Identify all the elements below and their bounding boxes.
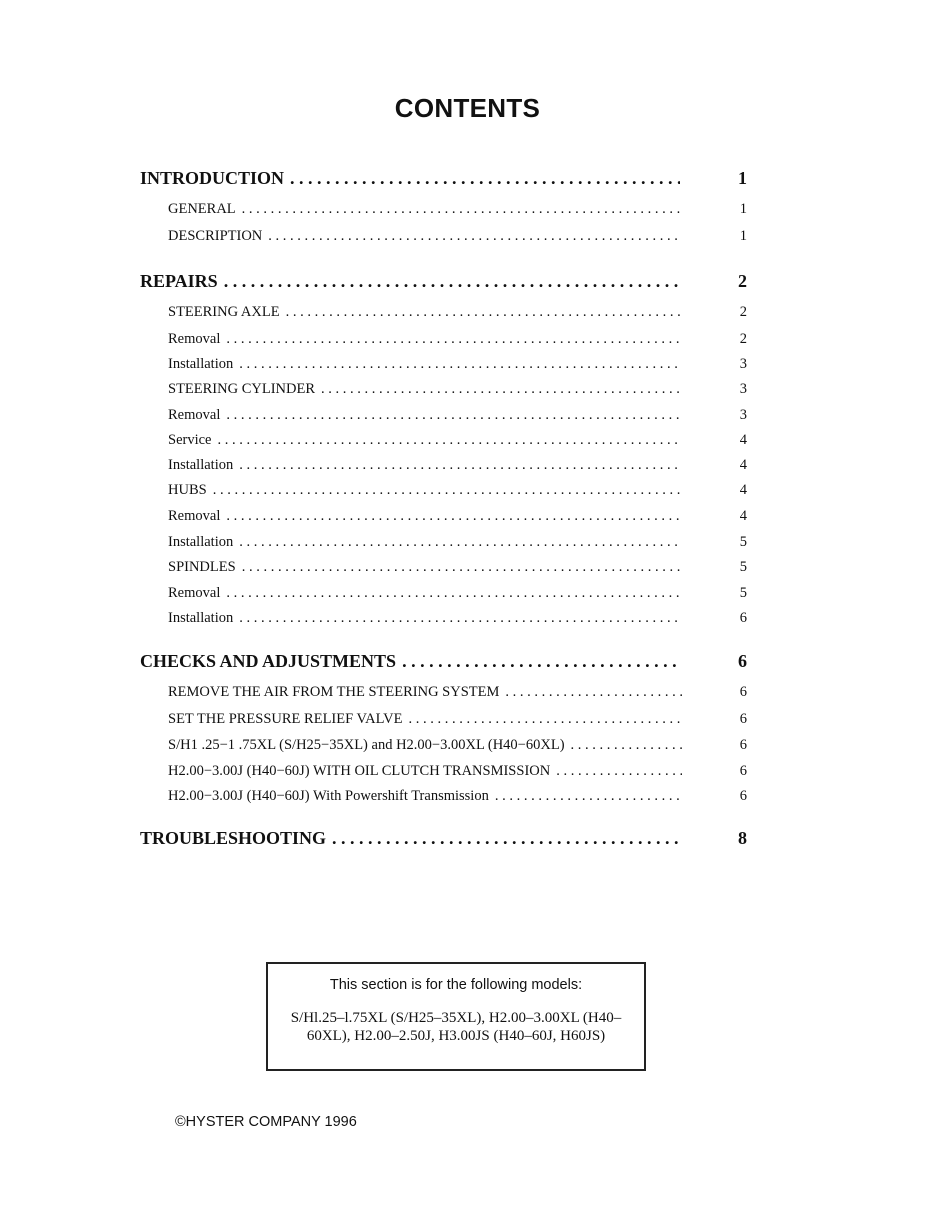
toc-entry-label: Removal (168, 585, 221, 601)
toc-subsection-entry (168, 432, 682, 449)
toc-entry-label: CHECKS AND ADJUSTMENTS (140, 651, 397, 671)
dot-leader (402, 651, 680, 672)
toc-subsection-entry (168, 737, 682, 754)
toc-subsection-entry (168, 304, 682, 321)
toc-entry-label: Installation (168, 610, 234, 626)
toc-subsection-entry (168, 457, 682, 474)
page-title: CONTENTS (394, 93, 541, 123)
toc-entry-label: REPAIRS (140, 271, 218, 291)
dot-leader (239, 356, 682, 373)
toc-page-number: 5 (739, 559, 747, 575)
toc-page-number: 8 (738, 828, 747, 848)
dot-leader (213, 482, 682, 499)
toc-page-number: 1 (738, 168, 747, 188)
toc-subsection-entry (168, 684, 682, 701)
toc-entry-label: Removal (168, 331, 221, 347)
toc-page-number: 6 (738, 651, 747, 671)
toc-entry-label: S/H1 .25−1 .75XL (S/H25−35XL) and H2.00−3.00XL (H40−60XL) (168, 737, 565, 753)
dot-leader (226, 331, 682, 348)
dot-leader (332, 828, 680, 849)
dot-leader (217, 432, 682, 449)
toc-entry-label: Installation (168, 534, 234, 550)
toc-section-entry (140, 271, 680, 292)
toc-page-number: 4 (739, 457, 747, 473)
toc-page-number: 3 (739, 407, 747, 423)
toc-entry-label: Service (168, 432, 212, 448)
toc-entry-label: Installation (168, 356, 234, 372)
toc-subsection-entry (168, 201, 682, 218)
models-list: S/Hl.25–l.75XL (S/H25–35XL), H2.00–3.00XL (H40–60XL), H2.00–2.50J, H3.00JS (H40–60J, H60JS) (290, 1010, 622, 1044)
toc-page-number: 5 (739, 585, 747, 601)
toc-page-number: 4 (739, 432, 747, 448)
toc-entry-label: STEERING AXLE (168, 304, 280, 320)
toc-page-number: 4 (739, 508, 747, 524)
dot-leader (286, 304, 682, 321)
toc-entry-label: REMOVE THE AIR FROM THE STEERING SYSTEM (168, 684, 500, 700)
dot-leader (239, 534, 682, 551)
toc-subsection-entry (168, 585, 682, 602)
dot-leader (321, 381, 682, 398)
toc-entry-label: HUBS (168, 482, 207, 498)
dot-leader (226, 407, 682, 424)
toc-entry-label: H2.00−3.00J (H40−60J) With Powershift Transmission (168, 788, 489, 804)
toc-section-entry (140, 828, 680, 849)
dot-leader (224, 271, 680, 292)
dot-leader (571, 737, 682, 754)
toc-subsection-entry (168, 331, 682, 348)
dot-leader (408, 711, 682, 728)
toc-page-number: 1 (739, 228, 747, 244)
toc-entry-label: TROUBLESHOOTING (140, 828, 327, 848)
dot-leader (268, 228, 682, 245)
toc-entry-label: Removal (168, 407, 221, 423)
toc-subsection-entry (168, 228, 682, 245)
toc-page-number: 2 (739, 331, 747, 347)
toc-subsection-entry (168, 508, 682, 525)
toc-entry-label: SET THE PRESSURE RELIEF VALVE (168, 711, 403, 727)
toc-page-number: 5 (739, 534, 747, 550)
models-box (266, 962, 646, 1071)
toc-page-number: 3 (739, 381, 747, 397)
dot-leader (226, 508, 682, 525)
toc-subsection-entry (168, 381, 682, 398)
toc-page-number: 4 (739, 482, 747, 498)
dot-leader (242, 201, 682, 218)
toc-entry-label: SPINDLES (168, 559, 236, 575)
toc-subsection-entry (168, 610, 682, 627)
toc-page-number: 6 (739, 684, 747, 700)
toc-section-entry (140, 651, 680, 672)
toc-page-number: 6 (739, 788, 747, 804)
models-heading: This section is for the following models: (329, 977, 583, 993)
toc-subsection-entry (168, 482, 682, 499)
toc-page-number: 2 (738, 271, 747, 291)
dot-leader (242, 559, 682, 576)
copyright: ©HYSTER COMPANY 1996 (175, 1114, 357, 1130)
dot-leader (239, 457, 682, 474)
toc-page-number: 6 (739, 711, 747, 727)
toc-page-number: 3 (739, 356, 747, 372)
toc-section-entry (140, 168, 680, 189)
dot-leader (239, 610, 682, 627)
toc-entry-label: H2.00−3.00J (H40−60J) WITH OIL CLUTCH TRANSMISSION (168, 763, 551, 779)
toc-page-number: 2 (739, 304, 747, 320)
toc-page-number: 6 (739, 737, 747, 753)
dot-leader (290, 168, 680, 189)
toc-entry-label: Removal (168, 508, 221, 524)
toc-page-number: 1 (739, 201, 747, 217)
toc-page-number: 6 (739, 763, 747, 779)
dot-leader (226, 585, 682, 602)
toc-subsection-entry (168, 711, 682, 728)
toc-subsection-entry (168, 534, 682, 551)
toc-entry-label: STEERING CYLINDER (168, 381, 316, 397)
dot-leader (556, 763, 682, 780)
dot-leader (505, 684, 682, 701)
toc-subsection-entry (168, 763, 682, 780)
toc-entry-label: GENERAL (168, 201, 236, 217)
toc-page-number: 6 (739, 610, 747, 626)
toc-entry-label: DESCRIPTION (168, 228, 263, 244)
toc-subsection-entry (168, 407, 682, 424)
toc-subsection-entry (168, 356, 682, 373)
dot-leader (495, 788, 682, 805)
toc-subsection-entry (168, 559, 682, 576)
toc-entry-label: Installation (168, 457, 234, 473)
toc-entry-label: INTRODUCTION (140, 168, 285, 188)
toc-subsection-entry (168, 788, 682, 805)
